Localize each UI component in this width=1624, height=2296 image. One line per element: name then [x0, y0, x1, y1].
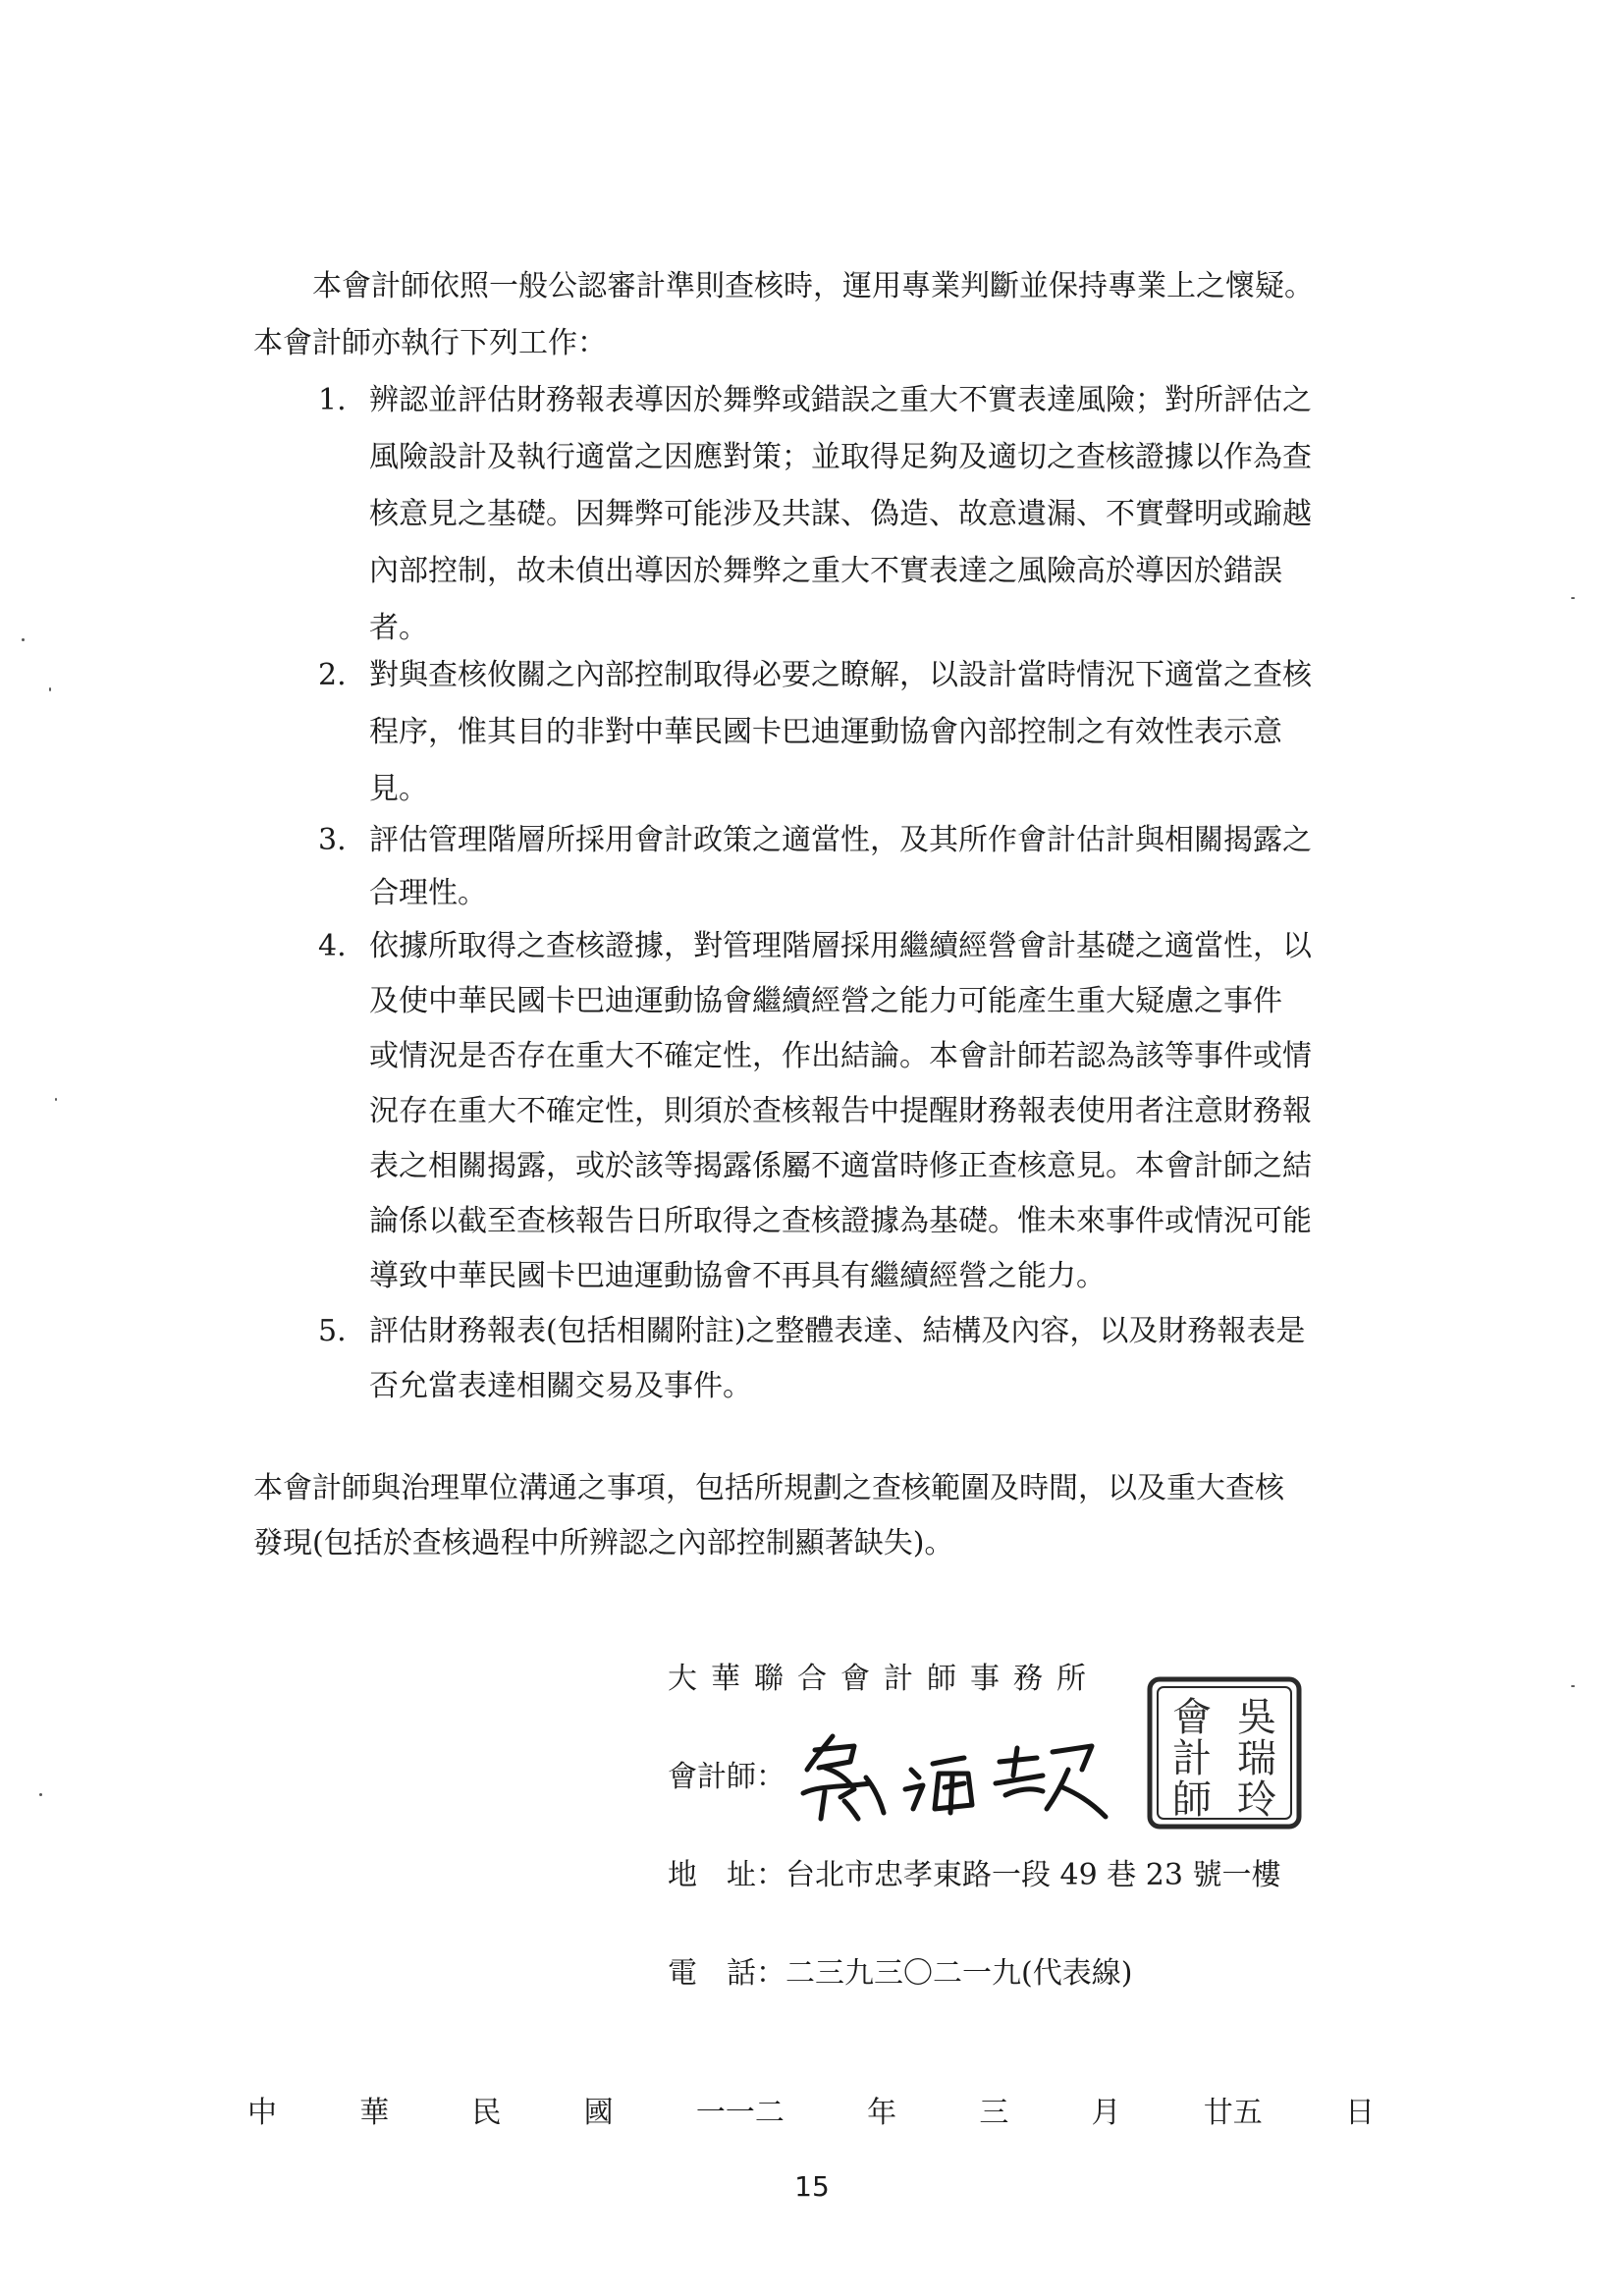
date-part: 日: [1344, 2096, 1375, 2130]
item-4-line: 表之相關揭露，或於該等揭露係屬不適當時修正查核意見。本會計師之結: [369, 1149, 1312, 1183]
item-2-line: 見。: [369, 772, 428, 806]
item-2-number: 2.: [318, 658, 347, 692]
intro-line-1: 本會計師依照一般公認審計準則查核時，運用專業判斷並保持專業上之懷疑。: [312, 269, 1314, 303]
scan-speck: [1571, 597, 1575, 599]
date-part: 三: [979, 2096, 1009, 2130]
svg-text:瑞: 瑞: [1237, 1736, 1276, 1781]
item-2-line: 程序，惟其目的非對中華民國卡巴迪運動協會內部控制之有效性表示意: [369, 715, 1282, 749]
item-4-number: 4.: [318, 929, 347, 963]
item-4-line: 依據所取得之查核證據，對管理階層採用繼續經營會計基礎之適當性，以: [369, 929, 1312, 963]
item-5-line: 否允當表達相關交易及事件。: [369, 1369, 752, 1403]
firm-name: 大華聯合會計師事務所: [668, 1662, 1100, 1696]
item-3-line: 合理性。: [369, 876, 487, 910]
item-4-line: 論係以截至查核報告日所取得之查核證據為基礎。惟未來事件或情況可能: [369, 1204, 1312, 1238]
date-part: 廿五: [1203, 2096, 1263, 2130]
item-1-line: 內部控制，故未偵出導因於舞弊之重大不實表達之風險高於導因於錯誤: [369, 554, 1282, 588]
date-part: 民: [471, 2096, 502, 2130]
communication-line-2: 發現(包括於查核過程中所辨認之內部控制顯著缺失)。: [253, 1526, 954, 1560]
intro-line-2: 本會計師亦執行下列工作：: [253, 326, 607, 360]
report-date: [247, 2094, 1375, 2133]
scan-speck: [49, 687, 51, 691]
cpa-signature: [785, 1719, 1119, 1827]
scan-speck: [55, 1098, 57, 1101]
date-part: 華: [359, 2096, 390, 2130]
svg-text:玲: 玲: [1237, 1777, 1276, 1823]
item-3-number: 3.: [318, 823, 347, 857]
cpa-seal: [1146, 1675, 1303, 1831]
page-number: 15: [794, 2170, 830, 2203]
date-part: 中: [247, 2096, 277, 2130]
item-2-line: 對與查核攸關之內部控制取得必要之瞭解，以設計當時情況下適當之查核: [369, 658, 1312, 692]
svg-text:吳: 吳: [1237, 1695, 1276, 1740]
item-1-line: 風險設計及執行適當之因應對策；並取得足夠及適切之查核證據以作為查: [369, 440, 1312, 474]
item-1-line: 核意見之基礎。因舞弊可能涉及共謀、偽造、故意遺漏、不實聲明或踰越: [369, 497, 1312, 531]
scan-speck: [22, 638, 25, 641]
item-1-line: 者。: [369, 611, 428, 645]
date-part: 一一二: [695, 2096, 785, 2130]
item-1-number: 1.: [318, 383, 347, 417]
item-5-line: 評估財務報表(包括相關附註)之整體表達、結構及內容，以及財務報表是: [369, 1314, 1306, 1348]
date-part: 國: [583, 2096, 614, 2130]
date-part: 月: [1091, 2096, 1121, 2130]
item-4-line: 及使中華民國卡巴迪運動協會繼續經營之能力可能產生重大疑慮之事件: [369, 984, 1282, 1018]
item-4-line: 或情況是否存在重大不確定性，作出結論。本會計師若認為該等事件或情: [369, 1039, 1312, 1073]
firm-address: 地 址：台北市忠孝東路一段 49 巷 23 號一樓: [668, 1858, 1281, 1892]
scan-speck: [39, 1793, 42, 1796]
date-part: 年: [867, 2096, 897, 2130]
communication-line-1: 本會計師與治理單位溝通之事項，包括所規劃之查核範圍及時間，以及重大查核: [253, 1471, 1284, 1505]
item-3-line: 評估管理階層所採用會計政策之適當性，及其所作會計估計與相關揭露之: [369, 823, 1312, 857]
svg-text:會: 會: [1172, 1695, 1212, 1740]
item-1-line: 辨認並評估財務報表導因於舞弊或錯誤之重大不實表達風險；對所評估之: [369, 383, 1312, 417]
svg-text:師: 師: [1172, 1777, 1212, 1823]
firm-phone: 電 話：二三九三〇二一九(代表線): [668, 1956, 1133, 1991]
item-4-line: 況存在重大不確定性，則須於查核報告中提醒財務報表使用者注意財務報: [369, 1094, 1312, 1128]
scan-speck: [1571, 1685, 1575, 1687]
item-5-number: 5.: [318, 1314, 347, 1348]
item-4-line: 導致中華民國卡巴迪運動協會不再具有繼續經營之能力。: [369, 1259, 1106, 1293]
cpa-label: 會計師：: [668, 1760, 785, 1794]
svg-text:計: 計: [1172, 1736, 1212, 1781]
